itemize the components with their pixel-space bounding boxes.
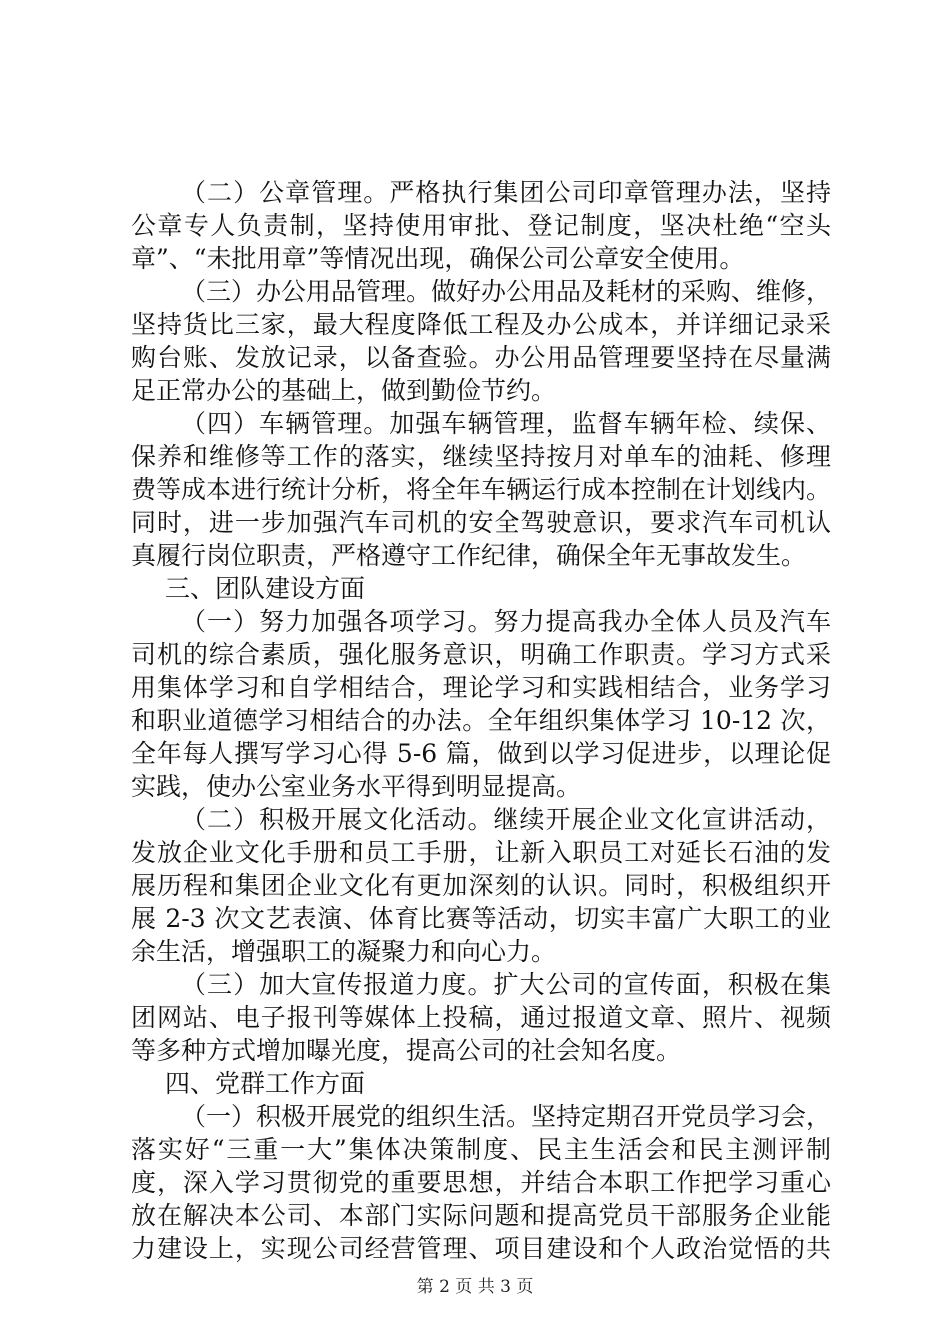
document-body — [131, 176, 831, 1265]
text-line: 司机的综合素质，强化服务意识，明确工作职责。学习方式采 — [131, 640, 831, 669]
text-line: 章”、“未批用章”等情况出现，确保公司公章安全使用。 — [131, 244, 745, 273]
paragraph-office-supplies — [131, 275, 831, 407]
section-heading-team-building: 三、团队建设方面 — [165, 574, 366, 603]
text-line: 团网站、电子报刊等媒体上投稿，通过报道文章、照片、视频 — [131, 1003, 831, 1032]
text-line: 落实好“三重一大”集体决策制度、民主生活会和民主测评制 — [131, 1135, 831, 1164]
page-number-footer: 第 2 页 共 3 页 — [416, 1277, 534, 1297]
paragraph-culture-activities — [131, 803, 831, 968]
text-line: （四）车辆管理。加强车辆管理，监督车辆年检、续保、 — [181, 409, 831, 438]
text-line: （二）积极开展文化活动。继续开展企业文化宣讲活动， — [181, 805, 831, 834]
paragraph-publicity — [131, 968, 831, 1067]
text-line: （一）积极开展党的组织生活。坚持定期召开党员学习会， — [181, 1102, 832, 1131]
text-line: 坚持货比三家，最大程度降低工程及办公成本，并详细记录采 — [131, 310, 831, 339]
text-line: 展历程和集团企业文化有更加深刻的认识。同时，积极组织开 — [131, 871, 831, 900]
text-line: （三）办公用品管理。做好办公用品及耗材的采购、维修， — [181, 277, 832, 306]
paragraph-study — [131, 605, 831, 803]
text-line: 全年每人撰写学习心得 5-6 篇，做到以学习促进步，以理论促 — [131, 739, 831, 768]
text-line: 同时，进一步加强汽车司机的安全驾驶意识，要求汽车司机认 — [131, 508, 831, 537]
text-line: 余生活，增强职工的凝聚力和向心力。 — [131, 937, 557, 966]
text-line: 等多种方式增加曝光度，提高公司的社会知名度。 — [131, 1036, 682, 1065]
text-line: 保养和维修等工作的落实，继续坚持按月对单车的油耗、修理 — [131, 442, 831, 471]
text-line: 和职业道德学习相结合的办法。全年组织集体学习 10-12 次， — [131, 706, 831, 735]
paragraph-seal-management — [131, 176, 831, 275]
text-line: （三）加大宣传报道力度。扩大公司的宣传面，积极在集 — [181, 970, 831, 999]
text-line: （二）公章管理。严格执行集团公司印章管理办法，坚持 — [181, 178, 831, 207]
text-line: 放在解决本公司、本部门实际问题和提高党员干部服务企业能 — [131, 1201, 831, 1230]
text-line: 足正常办公的基础上，做到勤俭节约。 — [131, 376, 557, 405]
text-line: 用集体学习和自学相结合，理论学习和实践相结合，业务学习 — [131, 673, 831, 702]
text-line: 真履行岗位职责，严格遵守工作纪律，确保全年无事故发生。 — [131, 541, 807, 570]
text-line: 展 2-3 次文艺表演、体育比赛等活动，切实丰富广大职工的业 — [131, 904, 831, 933]
text-line: 发放企业文化手册和员工手册，让新入职员工对延长石油的发 — [131, 838, 831, 867]
text-line: 实践，使办公室业务水平得到明显提高。 — [131, 772, 582, 801]
text-line: 力建设上，实现公司经营管理、项目建设和个人政治觉悟的共 — [131, 1234, 831, 1263]
paragraph-party-life — [131, 1100, 831, 1265]
section-heading-party-work: 四、党群工作方面 — [165, 1069, 366, 1098]
text-line: （一）努力加强各项学习。努力提高我办全体人员及汽车 — [181, 607, 831, 636]
text-line: 公章专人负责制，坚持使用审批、登记制度，坚决杜绝“空头 — [131, 211, 831, 240]
text-line: 度，深入学习贯彻党的重要思想，并结合本职工作把学习重心 — [131, 1168, 831, 1197]
paragraph-vehicle-management — [131, 407, 831, 572]
text-line: 费等成本进行统计分析，将全年车辆运行成本控制在计划线内。 — [131, 475, 832, 504]
text-line: 购台账、发放记录，以备查验。办公用品管理要坚持在尽量满 — [131, 343, 831, 372]
